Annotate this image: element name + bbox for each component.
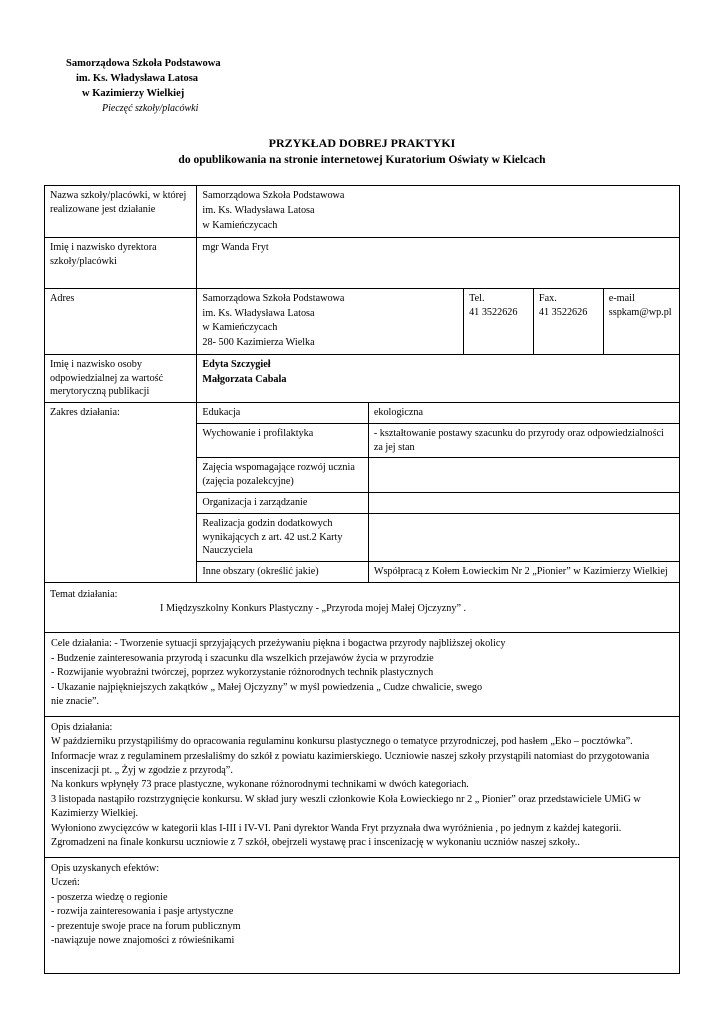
- page-title: [44, 134, 680, 169]
- goals-line-1: - Budzenie zainteresowania przyrodą i szacunku dla wszelkich przejawów życia w przyrodzie: [51, 652, 434, 664]
- scope-name-0: Edukacja: [197, 403, 368, 424]
- goals-line-2: - Rozwijanie wyobraźni twórczej, poprzez wykorzystanie różnorodnych technik plastycznych: [51, 667, 434, 679]
- letterhead-line-1: Samorządowa Szkoła Podstawowa: [66, 58, 221, 69]
- school-label: Nazwa szkoły/placówki, w której realizowane jest działanie: [45, 186, 197, 237]
- goals-line-0: Cele działania: - Tworzenie sytuacji sprzyjających przeżywaniu piękna i bogactwa przyrody najbliższej okolicy: [51, 638, 506, 650]
- topic-cell: [45, 582, 680, 632]
- scope-value-0: ekologiczna: [368, 403, 679, 424]
- scope-value-1: - kształtowanie postawy szacunku do przyrody oraz odpowiedzialności za jej stan: [368, 423, 679, 458]
- goals-line-3: - Ukazanie najpiękniejszych zakątków „ Małej Ojczyzny” w myśl powiedzenia „ Cudze chwalicie, swego: [51, 681, 483, 693]
- table-row-goals: [45, 633, 680, 716]
- scope-name-2: Zajęcia wspomagające rozwój ucznia (zajęcia pozalekcyjne): [197, 458, 368, 493]
- effects-label: Opis uzyskanych efektów:: [51, 862, 160, 874]
- scope-label: Zakres działania:: [45, 403, 197, 583]
- person-name-2: Małgorzata Cabala: [202, 373, 287, 385]
- effects-line-0: - poszerza wiedzę o regionie: [51, 891, 168, 903]
- scope-name-5: Inne obszary (określić jakie): [197, 562, 368, 583]
- tel-label: Tel.: [469, 292, 485, 304]
- description-label: Opis działania:: [51, 721, 113, 733]
- description-paragraph-2: 3 listopada nastąpiło rozstrzygnięcie konkursu. W skład jury weszli członkowie Koła Łowieckiego nr 2 „ Pionier” oraz przedstawiciele UMiG w Kazimierzy Wielkiej.: [51, 793, 641, 820]
- table-row-description: [45, 716, 680, 857]
- page-title-sub: do opublikowania na stronie internetowej Kuratorium Oświaty w Kielcach: [178, 154, 546, 167]
- address-line-3: w Kamieńczycach: [202, 322, 278, 334]
- topic-value: I Międzyszkolny Konkurs Plastyczny - „Przyroda mojej Małej Ojczyzny” .: [160, 602, 467, 614]
- letterhead-stamp-label: Pieczęć szkoły/placówki: [102, 102, 199, 114]
- table-row-person: [45, 354, 680, 402]
- goals-line-4: nie znacie”.: [51, 696, 100, 708]
- description-paragraph-0: W październiku przystąpiliśmy do opracowania regulaminu konkursu plastycznego o tematyce przyrodniczej, pod hasłem „Eko – pocztówka”. Informacje wraz z regulaminem przesłaliśmy do szkół z powiatu kazimierskiego. Uczniowie naszej szkoły przystąpili natomiast do przygotowania inscenizacji pt. „ Żyj w zgodzie z przyrodą”.: [51, 736, 650, 776]
- scope-name-4: Realizacja godzin dodatkowych wynikających z art. 42 ust.2 Karty Nauczyciela: [197, 513, 368, 561]
- topic-label: Temat działania:: [50, 588, 118, 600]
- director-label: Imię i nazwisko dyrektora szkoły/placówki: [45, 237, 197, 288]
- description-paragraph-3: Wyłoniono zwycięzców w kategorii klas I-III i IV-VI. Pani dyrektor Wanda Fryt przyznała dwa wyróżnienia , po jednym z każdej kategorii. Zgromadzeni na finale konkursu uczniowie z 7 szkół, obejrzeli wystawę prac i inscenizację w wykonaniu uczniów naszej szkoły..: [51, 822, 622, 849]
- scope-name-1: Wychowanie i profilaktyka: [197, 423, 368, 458]
- scope-name-3: Organizacja i zarządzanie: [197, 493, 368, 514]
- effects-line-1: - rozwija zainteresowania i pasje artystyczne: [51, 906, 234, 918]
- table-row-address: [45, 288, 680, 354]
- practice-form-table: [44, 185, 680, 974]
- letterhead-line-2: im. Ks. Władysława Latosa: [76, 73, 199, 85]
- goals-cell: [45, 633, 680, 716]
- table-row-scope-1: [45, 403, 680, 424]
- address-value: [197, 288, 464, 354]
- school-value: [197, 186, 680, 237]
- letterhead: [66, 56, 680, 116]
- table-row-director: [45, 237, 680, 288]
- fax-value: 41 3522626: [538, 306, 588, 318]
- description-paragraph-1: Na konkurs wpłynęły 73 prace plastyczne, wykonane różnorodnymi technikami w dwóch kategoriach.: [51, 779, 469, 791]
- address-line-1: Samorządowa Szkoła Podstawowa: [202, 292, 345, 304]
- director-value: mgr Wanda Fryt: [197, 237, 680, 288]
- person-label: Imię i nazwisko osoby odpowiedzialnej za wartość merytoryczną publikacji: [45, 354, 197, 402]
- description-cell: [45, 716, 680, 857]
- effects-subject: Uczeń:: [51, 877, 80, 889]
- fax-cell: [533, 288, 603, 354]
- email-value: sspkam@wp.pl: [608, 306, 672, 318]
- table-row-topic: [45, 582, 680, 632]
- effects-cell: [45, 857, 680, 973]
- table-row-effects: [45, 857, 680, 973]
- address-line-2: im. Ks. Władysława Latosa: [202, 307, 315, 319]
- address-line-4: 28- 500 Kazimierza Wielka: [202, 337, 315, 349]
- table-row-school: [45, 186, 680, 237]
- address-label: Adres: [45, 288, 197, 354]
- fax-label: Fax.: [538, 292, 557, 304]
- email-cell: [603, 288, 679, 354]
- scope-value-2: [368, 458, 679, 493]
- letterhead-line-3: w Kazimierzy Wielkiej: [82, 88, 185, 100]
- page-title-main: PRZYKŁAD DOBREJ PRAKTYKI: [268, 136, 456, 151]
- tel-value: 41 3522626: [469, 306, 518, 318]
- school-value-line-2: im. Ks. Władysława Latosa: [202, 205, 315, 217]
- effects-line-2: - prezentuje swoje prace na forum publicznym: [51, 920, 241, 932]
- email-label: e-mail: [608, 292, 635, 304]
- school-value-line-1: Samorządowa Szkoła Podstawowa: [202, 190, 345, 202]
- tel-cell: [464, 288, 534, 354]
- scope-value-4: [368, 513, 679, 561]
- person-name-1: Edyta Szczygieł: [202, 358, 271, 370]
- scope-value-5: Współpracą z Kołem Łowieckim Nr 2 „Pionier” w Kazimierzy Wielkiej: [368, 562, 679, 583]
- person-value: [197, 354, 680, 402]
- effects-line-3: -nawiązuje nowe znajomości z rówieśnikami: [51, 935, 235, 947]
- school-value-line-3: w Kamieńczycach: [202, 219, 278, 231]
- scope-value-3: [368, 493, 679, 514]
